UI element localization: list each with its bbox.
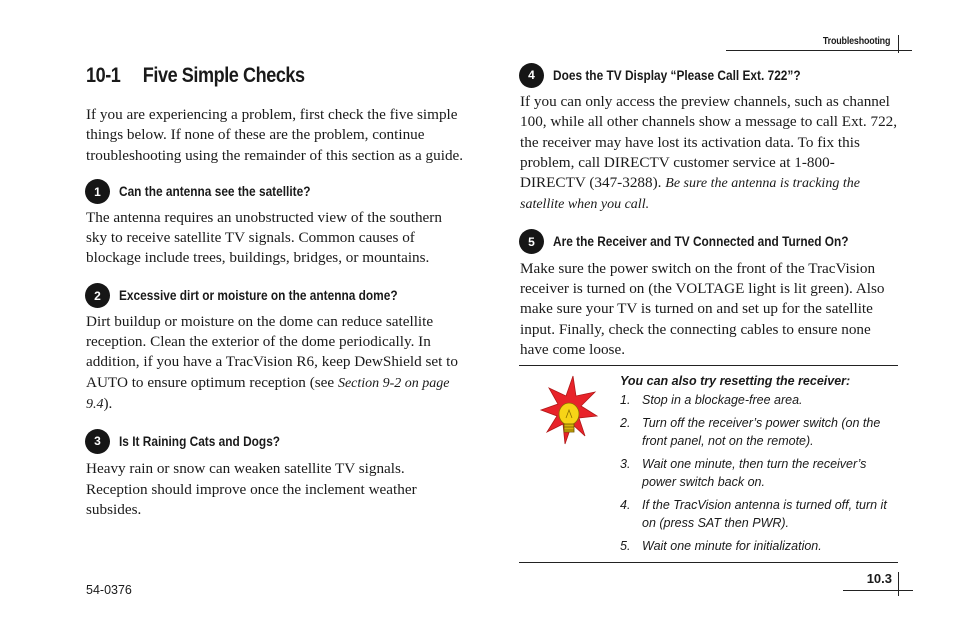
check-4-italic-note: Be sure the antenna is tracking the satellite when you call. (520, 176, 860, 213)
check-2-question: Excessive dirt or moisture on the antenna dome? (119, 288, 398, 304)
check-3-body: Heavy rain or snow can weaken satellite TV signals. Reception should improve once the inclement weather subsides. (86, 460, 417, 518)
check-4-heading (520, 63, 900, 87)
check-5-heading (520, 230, 900, 254)
tip-step: 1. Stop in a blockage-free area. (620, 393, 803, 407)
check-5-question: Are the Receiver and TV Connected and Turned On? (553, 234, 849, 250)
tip-step: 2. Turn off the receiver’s power switch (on the front panel, not on the remote). (620, 415, 881, 448)
tip-step: 5. Wait one minute for initialization. (620, 538, 822, 553)
footer-rule (843, 590, 913, 591)
check-4-badge: 4 (519, 63, 544, 88)
lightbulb-tip-icon (539, 374, 599, 450)
check-5-badge: 5 (519, 229, 544, 254)
intro-paragraph: If you are experiencing a problem, first check the five simple things below. If none of these are the problem, continue troubleshooting using the remainder of this section as a guide. (86, 106, 464, 164)
header-rule (726, 50, 912, 51)
check-4-body (520, 92, 900, 216)
check-1-badge: 1 (85, 179, 110, 204)
check-1-body: The antenna requires an unobstructed view of the southern sky to receive satellite TV signals. Common causes of blockage include trees, buildings, bridges, or mountains. (86, 208, 442, 267)
tip-step: 3. Wait one minute, then turn the receiver’s power switch back on. (620, 456, 867, 489)
document-number: 54-0376 (86, 583, 132, 597)
tip-box (519, 365, 898, 563)
check-2-body-text: Dirt buildup or moisture on the dome can reduce satellite reception. Clean the exterior of the dome periodically. In addition, if you have a TracVision R6, keep DewShield set to AUTO to ensure optimum reception (see (86, 312, 458, 391)
right-column (520, 64, 900, 360)
section-title-text: Five Simple Checks (142, 64, 305, 87)
check-4-question: Does the TV Display “Please Call Ext. 722”? (553, 67, 801, 83)
page-number: 10.3 (866, 571, 892, 586)
footer-tick (898, 572, 899, 596)
section-title (86, 64, 413, 88)
check-3-badge: 3 (85, 429, 110, 454)
check-1-heading (86, 180, 466, 204)
left-column (86, 64, 466, 520)
tip-heading: You can also try resetting the receiver: (620, 374, 851, 388)
check-2-heading (86, 284, 466, 308)
tip-step: 4. If the TracVision antenna is turned off, turn it on (press SAT then PWR). (620, 497, 887, 530)
section-reference-link[interactable]: Section 9-2 on page 9.4 (86, 375, 450, 412)
tip-text (620, 374, 900, 559)
running-header: Troubleshooting (822, 35, 890, 47)
check-5-body: Make sure the power switch on the front of the TracVision receiver is turned on (the VOLTAGE light is lit green). Also make sure your TV is turned on and set up for the satellite input. Finally, check the connecting cables to ensure none have come loose. (520, 259, 885, 358)
check-4-body-text: If you can only access the preview channels, such as channel 100, while all other channels show a message to call Ext. 722, the receiver may have lost its activation data. To fix this problem, call DIRECTV customer service at 1-800-DIRECTV (347-3288). (520, 93, 898, 192)
check-3-heading (86, 429, 466, 453)
check-2-badge: 2 (85, 283, 110, 308)
section-number: 10-1 (86, 64, 121, 87)
check-2-body-end: ). (103, 394, 113, 412)
check-3-question: Is It Raining Cats and Dogs? (119, 433, 281, 449)
header-tick (898, 35, 899, 53)
check-1-question: Can the antenna see the satellite? (119, 184, 311, 200)
check-2-body (86, 312, 466, 415)
